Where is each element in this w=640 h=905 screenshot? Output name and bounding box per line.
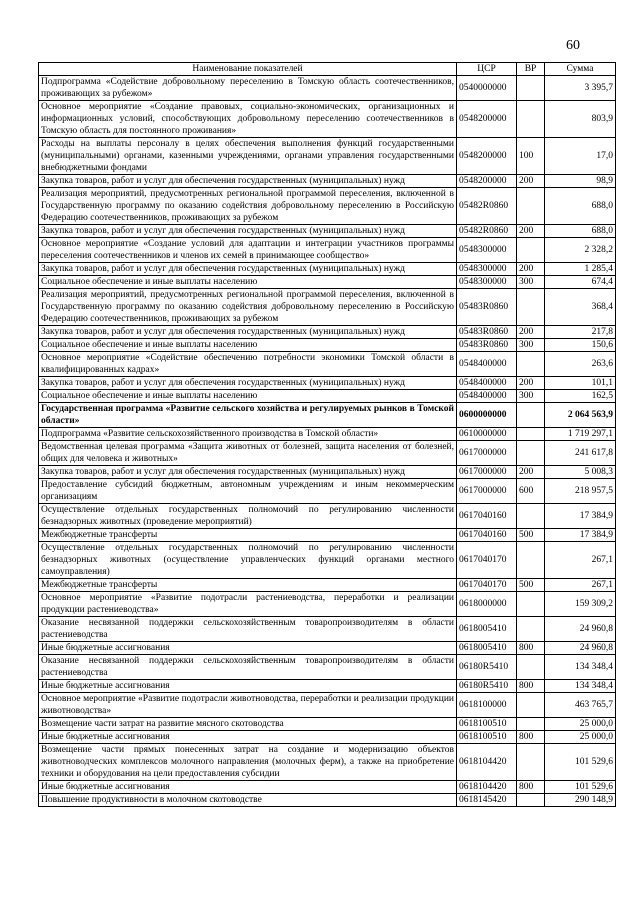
table-row (39, 744, 616, 781)
table-row (39, 101, 616, 138)
table-row (39, 352, 616, 377)
row-sum: 134 348,4 (545, 655, 616, 680)
row-vr (517, 289, 545, 326)
table-row (39, 377, 616, 390)
row-vr: 800 (517, 781, 545, 794)
row-vr: 800 (517, 731, 545, 744)
row-name: Реализация мероприятий, предусмотренных региональной программой переселения, включенной в Государственную программу по оказанию содействия добровольному переселению в Российскую Федерацию соотечественников, проживающих за рубежом (39, 188, 457, 225)
row-vr: 200 (517, 466, 545, 479)
row-sum: 25 000,0 (545, 731, 616, 744)
table-row (39, 617, 616, 642)
row-sum: 17 384,9 (545, 529, 616, 542)
row-sum: 241 617,8 (545, 441, 616, 466)
row-name: Оказание несвязанной поддержки сельскохозяйственным товаропроизводителям в области растениеводства (39, 655, 457, 680)
row-vr: 600 (517, 479, 545, 504)
row-sum: 17,0 (545, 138, 616, 175)
row-sum: 688,0 (545, 188, 616, 225)
row-csr: 0617040170 (457, 579, 517, 592)
row-sum: 688,0 (545, 225, 616, 238)
table-row (39, 718, 616, 731)
row-sum: 674,4 (545, 276, 616, 289)
row-vr (517, 542, 545, 579)
table-row (39, 225, 616, 238)
row-sum: 218 957,5 (545, 479, 616, 504)
row-vr (517, 238, 545, 263)
row-sum: 25 000,0 (545, 718, 616, 731)
row-csr: 0618104420 (457, 781, 517, 794)
row-name: Закупка товаров, работ и услуг для обеспечения государственных (муниципальных) нужд (39, 377, 457, 390)
row-csr: 06180R5410 (457, 680, 517, 693)
table-row (39, 390, 616, 403)
row-sum: 803,9 (545, 101, 616, 138)
row-vr (517, 744, 545, 781)
row-vr (517, 76, 545, 101)
table-header-row (39, 63, 616, 76)
row-sum: 263,6 (545, 352, 616, 377)
row-vr: 200 (517, 377, 545, 390)
row-csr: 0548200000 (457, 138, 517, 175)
row-csr: 0548200000 (457, 175, 517, 188)
row-name: Основное мероприятие «Создание правовых, социально-экономических, организационных и информационных условий, способствующих добровольному переселению соотечественников в Томскую область для постоянного проживания» (39, 101, 457, 138)
table-row (39, 680, 616, 693)
row-name: Закупка товаров, работ и услуг для обеспечения государственных (муниципальных) нужд (39, 175, 457, 188)
row-name: Иные бюджетные ассигнования (39, 680, 457, 693)
row-csr: 0600000000 (457, 403, 517, 428)
row-sum: 2 064 563,9 (545, 403, 616, 428)
header-csr: ЦСР (457, 63, 517, 76)
header-vr: ВР (517, 63, 545, 76)
row-csr: 06180R5410 (457, 655, 517, 680)
row-csr: 0548400000 (457, 377, 517, 390)
row-csr: 0617000000 (457, 466, 517, 479)
row-csr: 0618005410 (457, 617, 517, 642)
table-row (39, 642, 616, 655)
row-vr (517, 428, 545, 441)
row-csr: 05483R0860 (457, 339, 517, 352)
row-vr (517, 693, 545, 718)
row-name: Иные бюджетные ассигнования (39, 731, 457, 744)
row-sum: 134 348,4 (545, 680, 616, 693)
row-name: Расходы на выплаты персоналу в целях обеспечения выполнения функций государственными (муниципальными) органами, казенными учреждениями, органами управления государственными внебюджетными фондами (39, 138, 457, 175)
row-name: Социальное обеспечение и иные выплаты населению (39, 276, 457, 289)
row-name: Основное мероприятие «Создание условий для адаптации и интеграции участников программы переселения соотечественников и членов их семей в принимающее сообщество» (39, 238, 457, 263)
row-csr: 0618100510 (457, 731, 517, 744)
row-sum: 267,1 (545, 542, 616, 579)
row-vr (517, 592, 545, 617)
row-csr: 0548400000 (457, 390, 517, 403)
row-csr: 0548300000 (457, 276, 517, 289)
row-csr: 05483R0860 (457, 326, 517, 339)
table-row (39, 76, 616, 101)
row-sum: 159 309,2 (545, 592, 616, 617)
table-row (39, 289, 616, 326)
row-vr (517, 188, 545, 225)
row-name: Осуществление отдельных государственных полномочий по регулированию численности безнадзорных животных (осуществление управленческих функций органами местного самоуправления) (39, 542, 457, 579)
budget-table (38, 62, 616, 807)
row-name: Ведомственная целевая программа «Защита животных от болезней, защита населения от болезней, общих для человека и животных» (39, 441, 457, 466)
row-vr (517, 352, 545, 377)
row-name: Осуществление отдельных государственных полномочий по регулированию численности безнадзорных животных (проведение мероприятий) (39, 504, 457, 529)
row-csr: 0540000000 (457, 76, 517, 101)
row-sum: 98,9 (545, 175, 616, 188)
row-name: Иные бюджетные ассигнования (39, 642, 457, 655)
row-sum: 17 384,9 (545, 504, 616, 529)
row-sum: 463 765,7 (545, 693, 616, 718)
row-name: Межбюджетные трансферты (39, 579, 457, 592)
row-sum: 24 960,8 (545, 617, 616, 642)
row-vr: 100 (517, 138, 545, 175)
row-csr: 0548300000 (457, 263, 517, 276)
row-name: Закупка товаров, работ и услуг для обеспечения государственных (муниципальных) нужд (39, 326, 457, 339)
row-csr: 0548300000 (457, 238, 517, 263)
row-vr (517, 617, 545, 642)
table-row (39, 188, 616, 225)
row-csr: 0618100000 (457, 693, 517, 718)
row-csr: 0548200000 (457, 101, 517, 138)
row-vr (517, 504, 545, 529)
row-name: Закупка товаров, работ и услуг для обеспечения государственных (муниципальных) нужд (39, 466, 457, 479)
row-sum: 3 395,7 (545, 76, 616, 101)
table-row (39, 263, 616, 276)
table-row (39, 479, 616, 504)
row-csr: 0618100510 (457, 718, 517, 731)
table-row (39, 794, 616, 807)
row-csr: 0618104420 (457, 744, 517, 781)
table-row (39, 592, 616, 617)
row-name: Основное мероприятие «Развитие подотрасли растениеводства, переработки и реализации продукции растениеводства» (39, 592, 457, 617)
row-name: Возмещение части затрат на развитие мясного скотоводства (39, 718, 457, 731)
table-row (39, 441, 616, 466)
table-row (39, 542, 616, 579)
table-row (39, 403, 616, 428)
row-csr: 05483R0860 (457, 289, 517, 326)
row-vr: 200 (517, 175, 545, 188)
header-name: Наименование показателей (39, 63, 457, 76)
row-vr (517, 441, 545, 466)
row-name: Социальное обеспечение и иные выплаты населению (39, 390, 457, 403)
table-row (39, 339, 616, 352)
row-csr: 0617040160 (457, 529, 517, 542)
row-vr: 200 (517, 326, 545, 339)
row-name: Межбюджетные трансферты (39, 529, 457, 542)
row-sum: 290 148,9 (545, 794, 616, 807)
table-row (39, 693, 616, 718)
table-row (39, 428, 616, 441)
row-vr: 300 (517, 390, 545, 403)
row-name: Иные бюджетные ассигнования (39, 781, 457, 794)
row-sum: 368,4 (545, 289, 616, 326)
row-sum: 217,8 (545, 326, 616, 339)
row-name: Основное мероприятие «Содействие обеспечению потребности экономики Томской области в квалифицированных кадрах» (39, 352, 457, 377)
row-name: Закупка товаров, работ и услуг для обеспечения государственных (муниципальных) нужд (39, 225, 457, 238)
row-csr: 0617040160 (457, 504, 517, 529)
table-row (39, 504, 616, 529)
row-vr (517, 794, 545, 807)
page-number: 60 (566, 38, 580, 53)
table-row (39, 579, 616, 592)
row-csr: 05482R0860 (457, 188, 517, 225)
table-row (39, 175, 616, 188)
row-name: Социальное обеспечение и иные выплаты населению (39, 339, 457, 352)
header-sum: Сумма (545, 63, 616, 76)
row-csr: 0617040170 (457, 542, 517, 579)
row-sum: 162,5 (545, 390, 616, 403)
row-vr (517, 655, 545, 680)
table-row (39, 655, 616, 680)
row-csr: 0617000000 (457, 479, 517, 504)
row-vr (517, 403, 545, 428)
row-vr: 800 (517, 642, 545, 655)
row-name: Подпрограмма «Развитие сельскохозяйственного производства в Томской области» (39, 428, 457, 441)
row-sum: 267,1 (545, 579, 616, 592)
table-row (39, 326, 616, 339)
row-sum: 24 960,8 (545, 642, 616, 655)
table-row (39, 529, 616, 542)
row-sum: 101,1 (545, 377, 616, 390)
row-vr: 300 (517, 339, 545, 352)
row-vr: 200 (517, 225, 545, 238)
row-vr: 500 (517, 579, 545, 592)
row-name: Оказание несвязанной поддержки сельскохозяйственным товаропроизводителям в области растениеводства (39, 617, 457, 642)
row-vr: 500 (517, 529, 545, 542)
row-vr (517, 101, 545, 138)
row-name: Государственная программа «Развитие сельского хозяйства и регулируемых рынков в Томской области» (39, 403, 457, 428)
row-name: Предоставление субсидий бюджетным, автономным учреждениям и иным некоммерческим организациям (39, 479, 457, 504)
row-vr (517, 718, 545, 731)
table-row (39, 138, 616, 175)
row-csr: 0618005410 (457, 642, 517, 655)
table-row (39, 238, 616, 263)
row-csr: 0617000000 (457, 441, 517, 466)
row-vr: 200 (517, 263, 545, 276)
row-sum: 101 529,6 (545, 744, 616, 781)
row-sum: 1 285,4 (545, 263, 616, 276)
row-sum: 5 008,3 (545, 466, 616, 479)
row-sum: 2 328,2 (545, 238, 616, 263)
row-name: Возмещение части прямых понесенных затрат на создание и модернизацию объектов животноводческих комплексов молочного направления (молочных ферм), а также на приобретение техники и оборудования на цели предоставления субсидии (39, 744, 457, 781)
row-csr: 0548400000 (457, 352, 517, 377)
row-csr: 0618000000 (457, 592, 517, 617)
table-row (39, 276, 616, 289)
table-row (39, 731, 616, 744)
row-name: Закупка товаров, работ и услуг для обеспечения государственных (муниципальных) нужд (39, 263, 457, 276)
row-sum: 150,6 (545, 339, 616, 352)
row-csr: 0618145420 (457, 794, 517, 807)
row-name: Подпрограмма «Содействие добровольному переселению в Томскую область соотечественников, проживающих за рубежом» (39, 76, 457, 101)
row-csr: 0610000000 (457, 428, 517, 441)
table-row (39, 781, 616, 794)
row-csr: 05482R0860 (457, 225, 517, 238)
row-name: Повышение продуктивности в молочном скотоводстве (39, 794, 457, 807)
row-sum: 101 529,6 (545, 781, 616, 794)
row-vr: 300 (517, 276, 545, 289)
table-row (39, 466, 616, 479)
row-name: Основное мероприятие «Развитие подотрасли животноводства, переработки и реализации продукции животноводства» (39, 693, 457, 718)
row-vr: 800 (517, 680, 545, 693)
row-name: Реализация мероприятий, предусмотренных региональной программой переселения, включенной в Государственную программу по оказанию содействия добровольному переселению в Российскую Федерацию соотечественников, проживающих за рубежом (39, 289, 457, 326)
row-sum: 1 719 297,1 (545, 428, 616, 441)
